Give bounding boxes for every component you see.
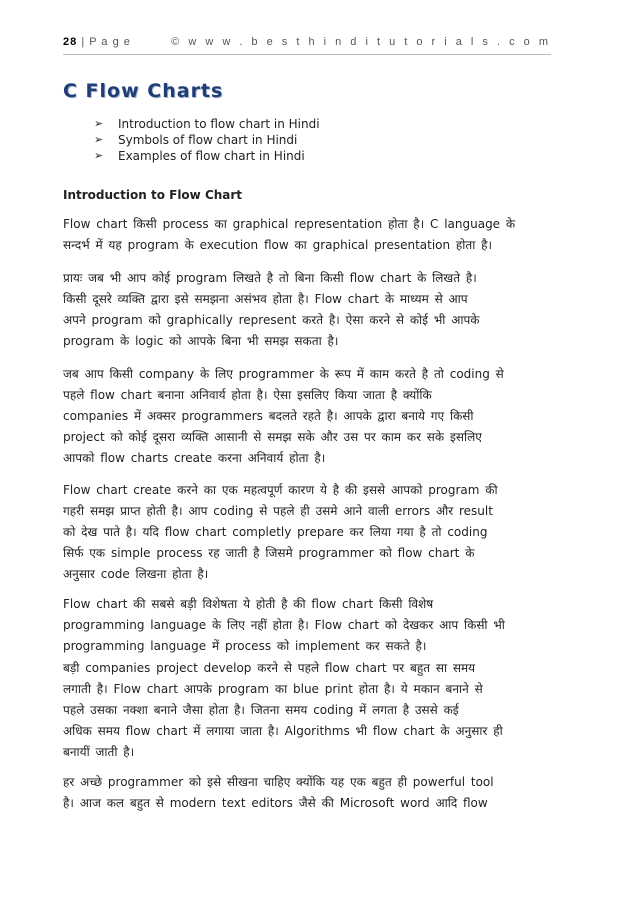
paragraph-line: Flow chart की सबसे बड़ी विशेषता ये होती है की flow chart किसी विशेष	[63, 597, 434, 611]
topic-text: Examples of flow chart in Hindi	[118, 149, 305, 163]
paragraph-line: पहले उसका नक्शा बनाने जैसा होता है। जितना समय coding में लगता है उससे कई	[63, 703, 459, 717]
paragraph-line: बनायीं जाती है।	[63, 745, 135, 759]
paragraph-line: लगाती है। Flow chart आपके program का blue print होता है। ये मकान बनाने से	[63, 682, 483, 696]
paragraph	[63, 772, 563, 814]
topic-list	[94, 116, 320, 164]
topic-text: Introduction to flow chart in Hindi	[118, 117, 320, 131]
paragraph	[63, 268, 563, 352]
paragraph-line: किसी दूसरे व्यक्ति द्वारा इसे समझना असंभव होता है। Flow chart के माध्यम से आप	[63, 292, 468, 306]
paragraph	[63, 214, 563, 256]
paragraph	[63, 364, 563, 469]
paragraph-line: अपने program को graphically represent करते है। ऐसा करने से कोई भी आपके	[63, 313, 480, 327]
paragraph	[63, 658, 563, 763]
bullet-arrow-icon: ➢	[94, 117, 104, 130]
paragraph-line: programming language के लिए नहीं होता है। Flow chart को देखकर आप किसी भी	[63, 618, 505, 632]
paragraph-line: को देख पाते है। यदि flow chart completly prepare कर लिया गया है तो coding	[63, 525, 488, 539]
topic-item	[94, 148, 320, 164]
paragraph	[63, 594, 563, 657]
paragraph	[63, 480, 563, 585]
page-number: 28	[63, 36, 78, 48]
site-url: © w w w . b e s t h i n d i t u t o r i a l s . c o m	[171, 36, 551, 48]
paragraph-line: हर अच्छे programmer को इसे सीखना चाहिए क्योंकि यह एक बहुत ही powerful tool	[63, 775, 494, 789]
paragraph-line: सन्दर्भ में यह program के execution flow का graphical presentation होता है।	[63, 238, 493, 252]
page-label: | P a g e	[81, 36, 131, 48]
bullet-arrow-icon: ➢	[94, 133, 104, 146]
paragraph-line: companies में अक्सर programmers बदलते रहते है। आपके द्वारा बनाये गए किसी	[63, 409, 474, 423]
paragraph-line: है। आज कल बहुत से modern text editors जैसे की Microsoft word आदि flow	[63, 796, 488, 810]
bullet-arrow-icon: ➢	[94, 149, 104, 162]
paragraph-line: पहले flow chart बनाना अनिवार्य होता है। ऐसा इसलिए किया जाता है क्योंकि	[63, 388, 432, 402]
topic-text: Symbols of flow chart in Hindi	[118, 133, 298, 147]
paragraph-line: गहरी समझ प्राप्त होती है। आप coding से पहले ही उसमे आने वाली errors और result	[63, 504, 493, 518]
paragraph-line: अधिक समय flow chart में लगाया जाता है। Algorithms भी flow chart के अनुसार ही	[63, 724, 503, 738]
header-divider	[63, 54, 551, 55]
page-header	[63, 36, 551, 54]
paragraph-line: अनुसार code लिखना होता है।	[63, 567, 209, 581]
page-number-label	[63, 36, 131, 48]
paragraph-line: प्रायः जब भी आप कोई program लिखते है तो बिना किसी flow chart के लिखते है।	[63, 271, 477, 285]
paragraph-line: programming language में process को implement कर सकते है।	[63, 639, 427, 653]
page-title: C Flow Charts	[63, 80, 224, 102]
paragraph-line: बड़ी companies project develop करने से पहले flow chart पर बहुत सा समय	[63, 661, 476, 675]
topic-item	[94, 116, 320, 132]
paragraph-line: project को कोई दूसरा व्यक्ति आसानी से समझ सके और उस पर काम कर सके इसलिए	[63, 430, 482, 444]
section-heading: Introduction to Flow Chart	[63, 188, 243, 202]
paragraph-line: Flow chart किसी process का graphical representation होता है। C language के	[63, 217, 516, 231]
paragraph-line: जब आप किसी company के लिए programmer के रूप में काम करते है तो coding से	[63, 367, 504, 381]
paragraph-line: Flow chart create करने का एक महत्वपूर्ण कारण ये है की इससे आपको program की	[63, 483, 498, 497]
topic-item	[94, 132, 320, 148]
paragraph-line: सिर्फ एक simple process रह जाती है जिसमे programmer को flow chart के	[63, 546, 475, 560]
paragraph-line: program के logic को आपके बिना भी समझ सकता है।	[63, 334, 339, 348]
paragraph-line: आपको flow charts create करना अनिवार्य होता है।	[63, 451, 326, 465]
